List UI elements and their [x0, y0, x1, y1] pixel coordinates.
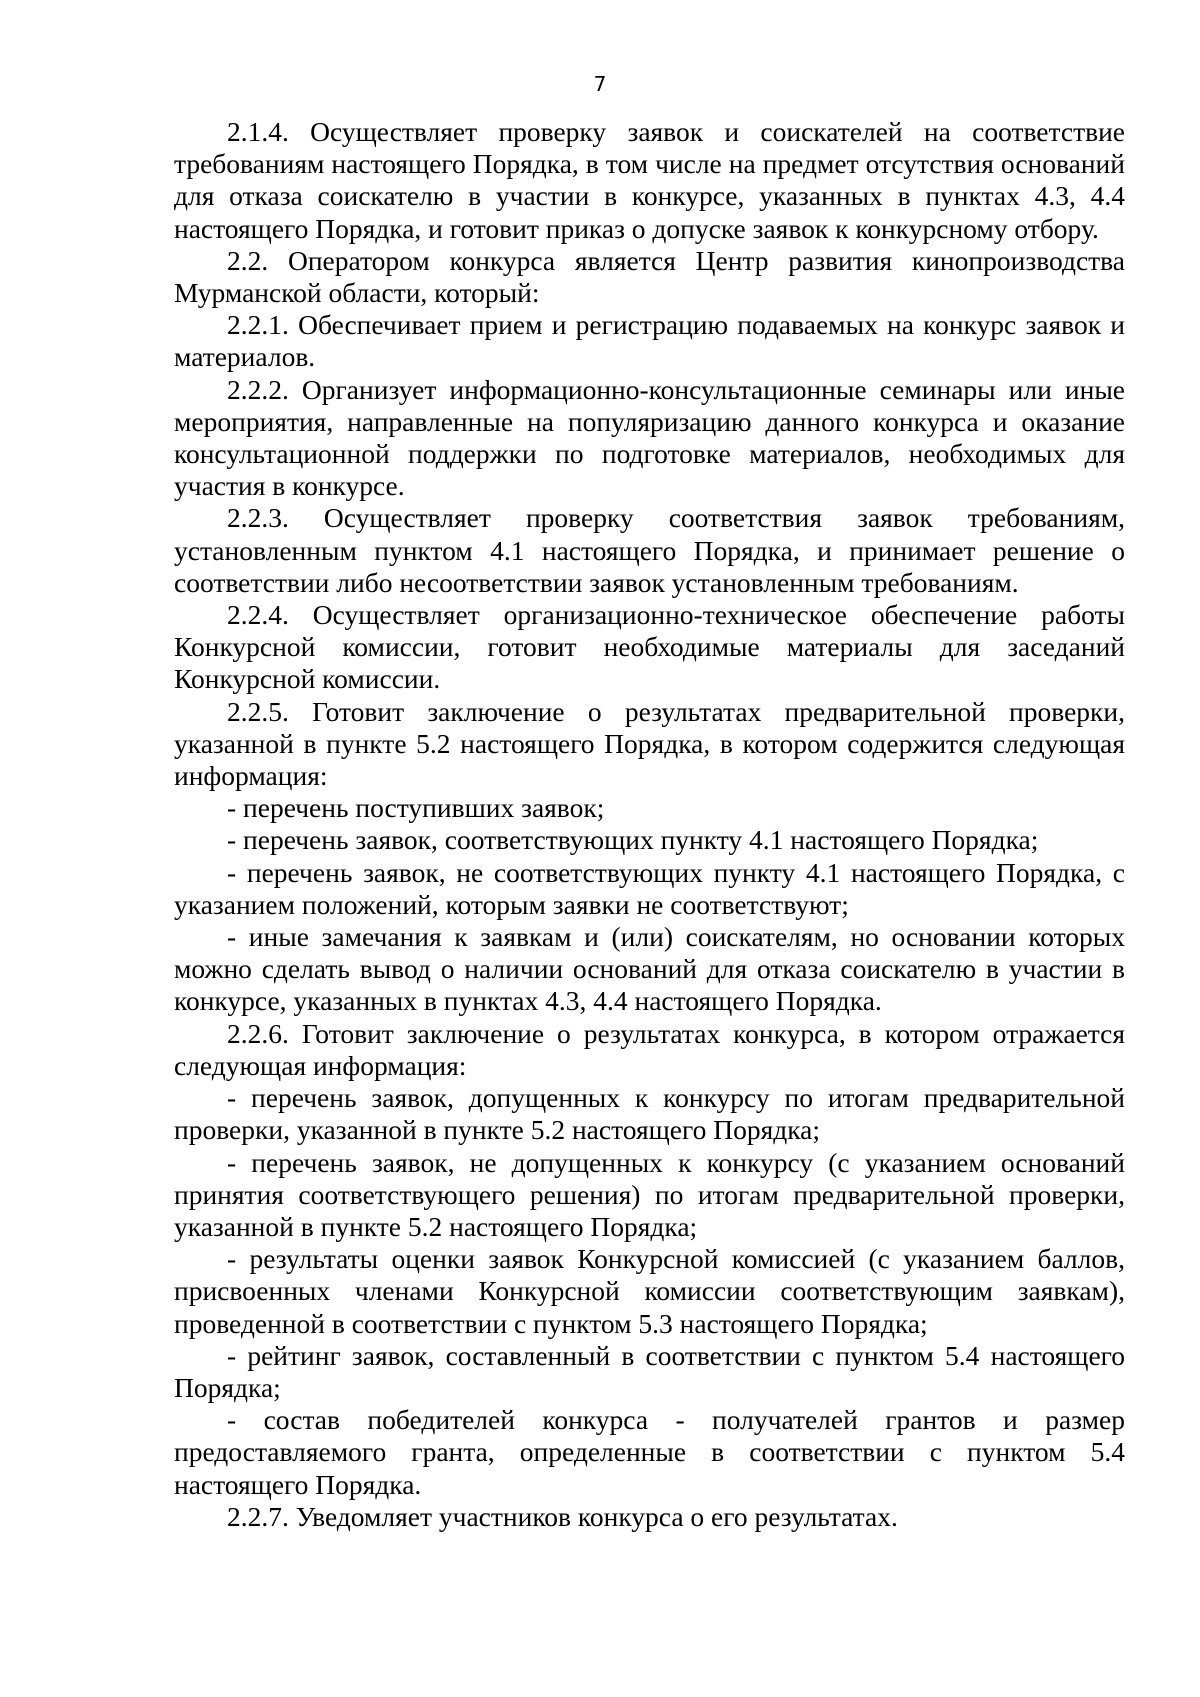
paragraph-2-2-4: 2.2.4. Осуществляет организационно-техническое обеспечение работы Конкурсной комиссии, готовит необходимые материалы для заседаний Конкурсной комиссии.: [174, 599, 1125, 695]
paragraph-2-2-3: 2.2.3. Осуществляет проверку соответствия заявок требованиям, установленным пунктом 4.1 настоящего Порядка, и принимает решение о соответствии либо несоответствии заявок установленным требованиям.: [174, 502, 1125, 598]
paragraph-2-2-1: 2.2.1. Обеспечивает прием и регистрацию подаваемых на конкурс заявок и материалов.: [174, 309, 1125, 373]
list-item: - результаты оценки заявок Конкурсной комиссией (с указанием баллов, присвоенных членами Конкурсной комиссии соответствующим заявкам), проведенной в соответствии с пунктом 5.3 настоящего Порядка;: [174, 1243, 1125, 1339]
list-item: - перечень заявок, допущенных к конкурсу по итогам предварительной проверки, указанной в пункте 5.2 настоящего Порядка;: [174, 1082, 1125, 1146]
list-item: - перечень заявок, соответствующих пункту 4.1 настоящего Порядка;: [227, 824, 1039, 856]
paragraph-2-2-5: 2.2.5. Готовит заключение о результатах предварительной проверки, указанной в пункте 5.2 настоящего Порядка, в котором содержится следующая информация:: [174, 695, 1125, 792]
list-item: - перечень поступивших заявок;: [227, 792, 605, 824]
paragraph-2-2-2: 2.2.2. Организует информационно-консультационные семинары или иные мероприятия, направленные на популяризацию данного конкурса и оказание консультационной поддержки по подготовке материалов, необходимых для участия в конкурсе.: [174, 373, 1125, 502]
paragraph-2-2: 2.2. Оператором конкурса является Центр развития кинопроизводства Мурманской области, который:: [174, 244, 1125, 309]
list-item: - перечень заявок, не соответствующих пункту 4.1 настоящего Порядка, с указанием положений, которым заявки не соответствуют;: [174, 856, 1125, 920]
list-item: - перечень заявок, не допущенных к конкурсу (с указанием оснований принятия соответствующего решения) по итогам предварительной проверки, указанной в пункте 5.2 настоящего Порядка;: [174, 1146, 1125, 1242]
list-item: - состав победителей конкурса - получателей грантов и размер предоставляемого гранта, определенные в соответствии с пунктом 5.4 настоящего Порядка.: [174, 1404, 1125, 1500]
paragraph-2-2-7: 2.2.7. Уведомляет участников конкурса о его результатах.: [227, 1500, 898, 1532]
list-item: - иные замечания к заявкам и (или) соискателям, но основании которых можно сделать вывод о наличии оснований для отказа соискателю в участии в конкурсе, указанных в пунктах 4.3, 4.4 настоящего Порядка.: [174, 921, 1125, 1017]
document-body: [174, 116, 1125, 1533]
list-item: - рейтинг заявок, составленный в соответствии с пунктом 5.4 настоящего Порядка;: [174, 1339, 1125, 1403]
paragraph-2-1-4: 2.1.4. Осуществляет проверку заявок и соискателей на соответствие требованиям настоящего Порядка, в том числе на предмет отсутствия оснований для отказа соискателю в участии в конкурсе, указанных в пунктах 4.3, 4.4 настоящего Порядка, и готовит приказ о допуске заявок к конкурсному отбору.: [174, 116, 1125, 244]
paragraph-2-2-6: 2.2.6. Готовит заключение о результатах конкурса, в котором отражается следующая информация:: [174, 1017, 1125, 1081]
page-number: 7: [593, 72, 607, 96]
